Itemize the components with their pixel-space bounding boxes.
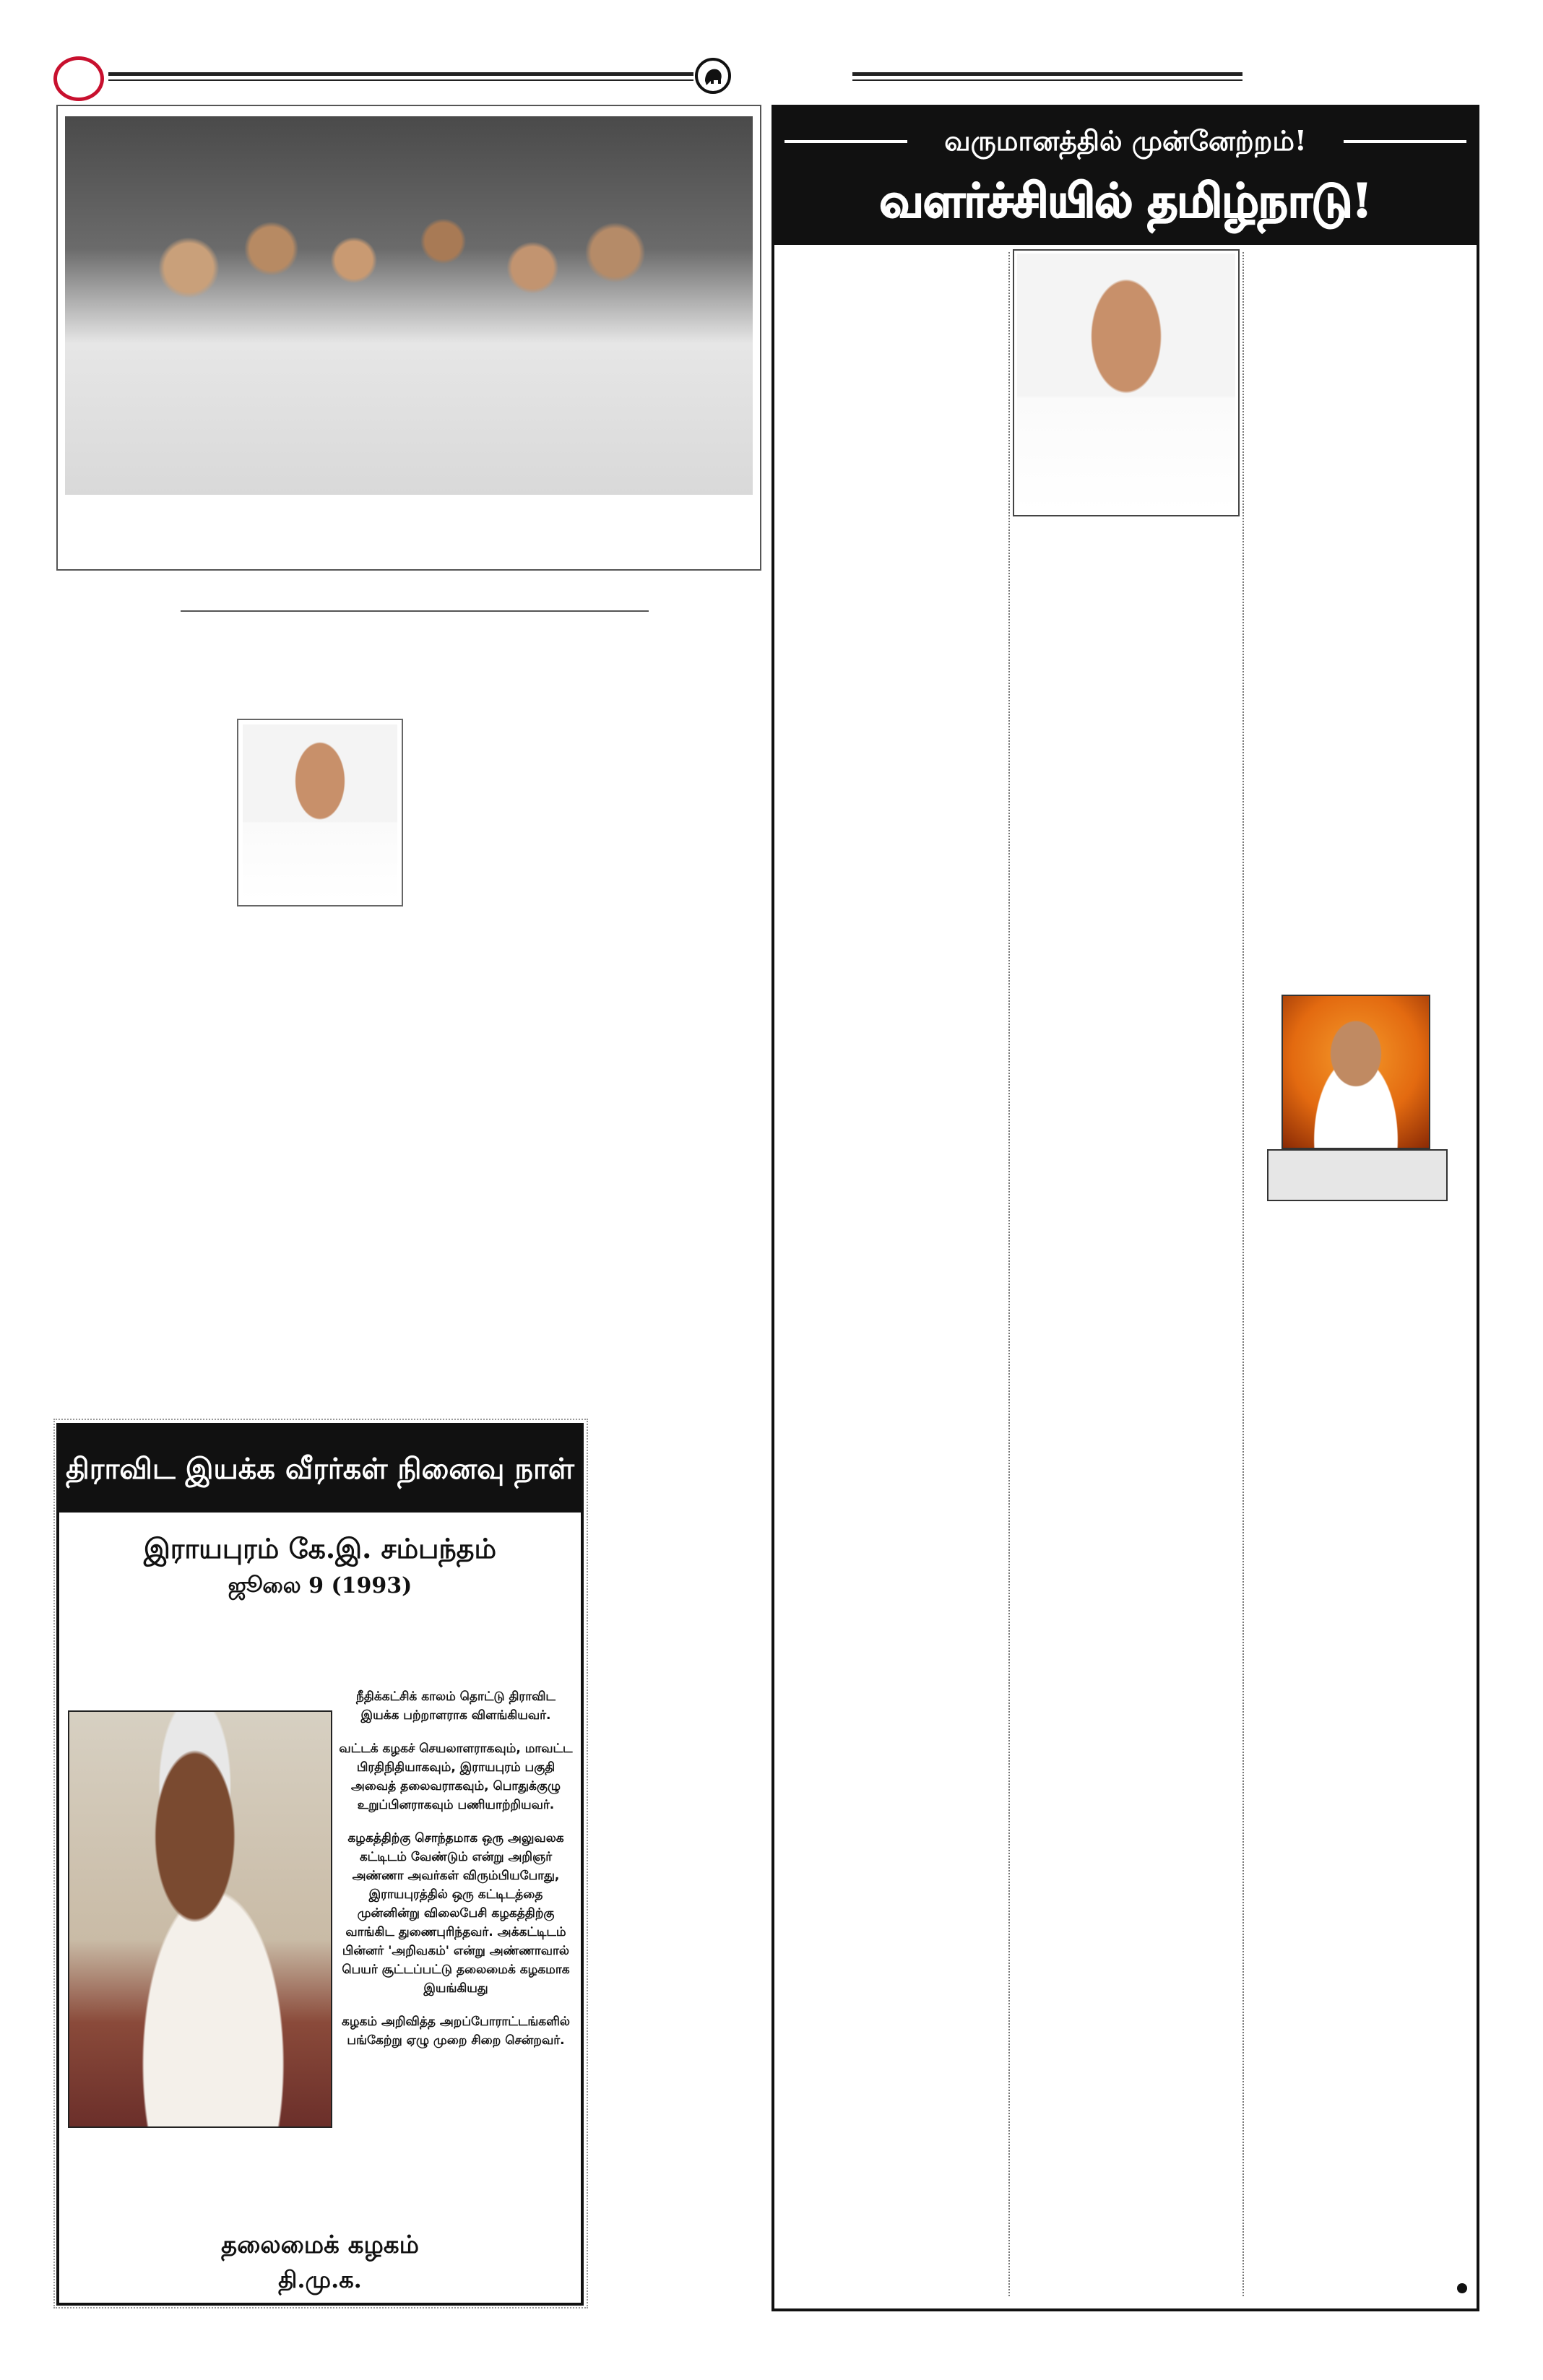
masthead-rule-left bbox=[108, 72, 693, 76]
kicker-rule-left bbox=[785, 140, 907, 143]
feature-ad-headline: வளர்ச்சியில் தமிழ்நாடு! bbox=[879, 174, 1372, 228]
section-divider bbox=[181, 610, 649, 612]
memorial-portrait bbox=[68, 1710, 332, 2128]
memorial-paragraph-4: கழகம் அறிவித்த அறப்போராட்டங்களில் பங்கேற்று ஏழு முறை சிறை சென்றவர். bbox=[341, 2015, 571, 2048]
memorial-notice bbox=[56, 1423, 584, 2306]
memorial-footer-line2: தி.மு.க. bbox=[278, 2266, 362, 2293]
elephant-emblem-icon bbox=[695, 58, 731, 94]
news-photo-box bbox=[56, 105, 761, 571]
youth-portrait bbox=[1281, 995, 1430, 1149]
memorial-paragraph-2: வட்டக் கழகச் செயலாளராகவும், மாவட்ட பிரதிநிதியாகவும், இராயபுரம் பகுதி அவைத் தலைவராகவும், பொதுக்குழு உறுப்பினராகவும் பணியாற்றியவர். bbox=[339, 1741, 573, 1812]
memorial-date: ஜூலை 9 (1993) bbox=[228, 1573, 412, 1598]
masthead-logo bbox=[53, 56, 104, 101]
youth-caption-box bbox=[1267, 1149, 1448, 1201]
memorial-name: இராயபுரம் கே.இ. சம்பந்தம் bbox=[143, 1532, 497, 1565]
feature-ad-kicker: வருமானத்தில் முன்னேற்றம்! bbox=[944, 124, 1307, 157]
leader-portrait bbox=[1013, 249, 1240, 516]
portrait-small-image bbox=[243, 724, 397, 901]
youth-portrait-image bbox=[1283, 996, 1429, 1148]
end-mark-icon bbox=[1457, 2283, 1467, 2293]
portrait-small bbox=[237, 719, 403, 906]
memorial-paragraph-3: கழகத்திற்கு சொந்தமாக ஒரு அலுவலக கட்டிடம் வேண்டும் என்று அறிஞர் அண்ணா அவர்கள் விரும்பியபோது, இராயபுரத்தில் ஒரு கட்டிடத்தை முன்னின்று விலைபேசி கழகத்திற்கு வாங்கிட துணைபுரிந்தவர். அக்கட்டிடம் பின்னர் 'அறிவகம்' என்று அண்ணாவால் பெயர் சூட்டப்பட்டு தலைமைக் கழகமாக இயங்கியது bbox=[342, 1831, 570, 1996]
feature-ad bbox=[772, 105, 1479, 2311]
masthead-rule-left-thin bbox=[108, 79, 693, 81]
column-divider-2 bbox=[1242, 252, 1244, 2296]
masthead-rule-right bbox=[852, 72, 1242, 76]
kicker-rule-right bbox=[1344, 140, 1466, 143]
memorial-header bbox=[59, 1426, 581, 1513]
column-divider-1 bbox=[1008, 252, 1010, 2296]
memorial-body bbox=[337, 1687, 575, 2164]
crowd-photo bbox=[65, 116, 753, 495]
memorial-footer-line1: தலைமைக் கழகம் bbox=[221, 2230, 419, 2259]
masthead-rule-right-thin bbox=[852, 79, 1242, 81]
memorial-paragraph-1: நீதிக்கட்சிக் காலம் தொட்டு திராவிட இயக்க பற்றாளராக விளங்கியவர். bbox=[356, 1689, 556, 1723]
memorial-portrait-image bbox=[69, 1712, 331, 2126]
leader-portrait-image bbox=[1017, 254, 1235, 512]
memorial-header-text: திராவிட இயக்க வீரர்கள் நினைவு நாள் bbox=[66, 1452, 574, 1486]
feature-ad-header bbox=[774, 108, 1477, 245]
